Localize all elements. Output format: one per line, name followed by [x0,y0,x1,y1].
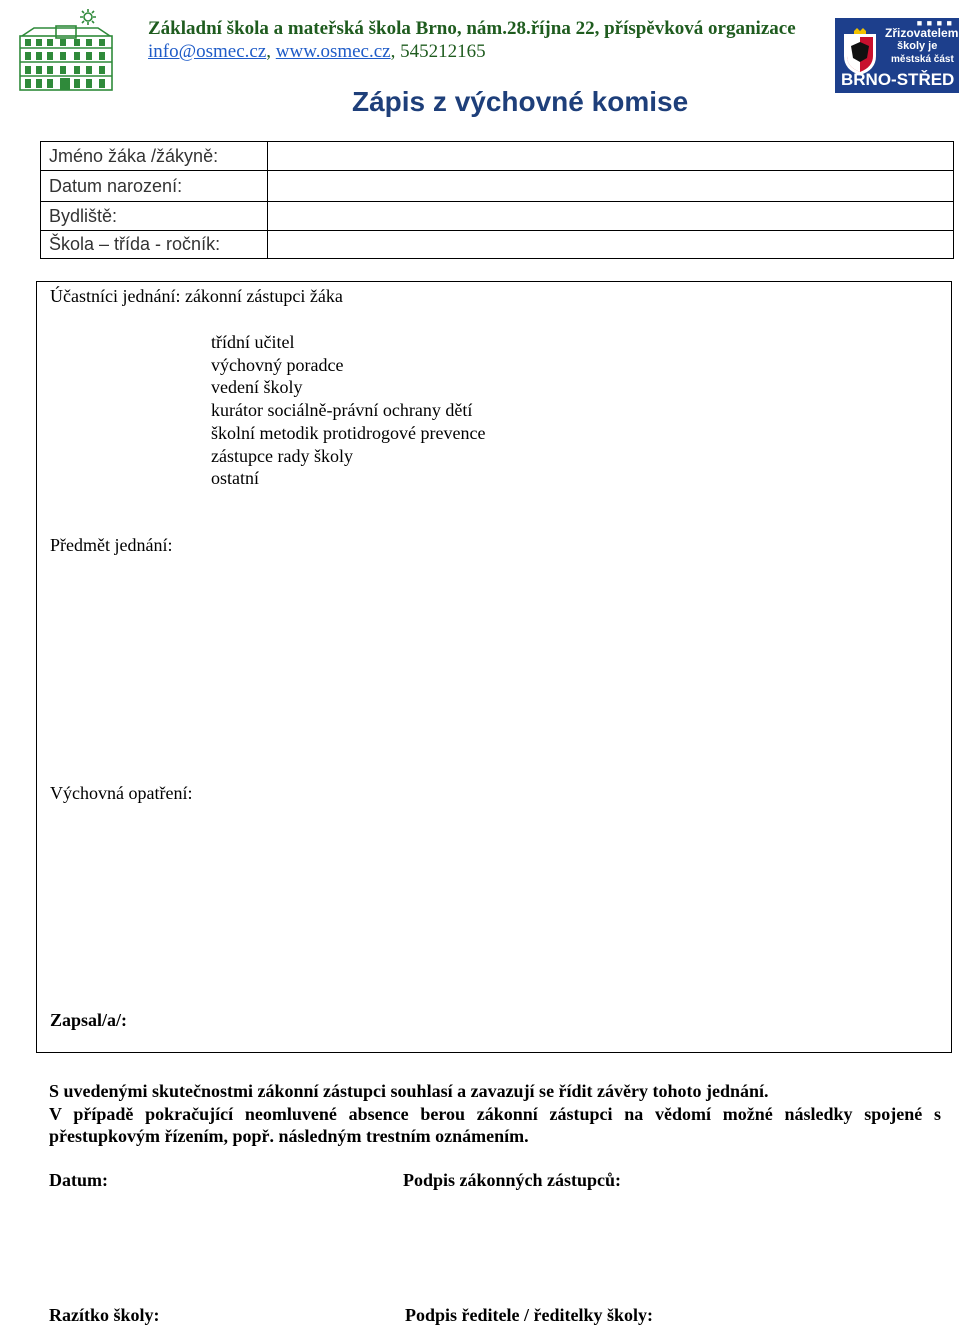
statement-paragraph [49,1080,941,1148]
statement-line-1: S uvedenými skutečnostmi zákonní zástupci souhlasí a zavazují se řídit závěry tohoto jednání. [49,1081,769,1101]
list-item: ostatní [211,468,259,489]
participants-heading: Účastníci jednání: zákonní zástupci žáka [50,286,343,306]
address-field[interactable] [268,202,954,231]
badge-line-3: městská část [891,54,954,65]
contact-separator: , [266,41,276,62]
contact-separator: , [390,41,401,62]
badge-dots-icon: ■ ■ ■ ■ [916,18,953,28]
school-class-field[interactable] [268,231,954,259]
list-item: školní metodik protidrogové prevence [211,422,486,443]
principal-signature-label: Podpis ředitele / ředitelky školy: [405,1305,653,1325]
email-link[interactable]: info@osmec.cz [148,41,267,62]
date-label: Datum: [49,1170,108,1190]
meeting-record-box [36,281,952,1053]
student-info-table [40,141,954,259]
student-name-label: Jméno žáka /žákyně: [41,142,268,171]
guardians-signature-label: Podpis zákonných zástupců: [403,1170,622,1190]
document-title: Zápis z výchovné komise [352,86,689,117]
badge-line-1: Zřizovatelem [885,26,959,40]
recorded-by-label: Zapsal/a/: [50,1010,128,1030]
student-name-field[interactable] [268,142,954,171]
birth-date-field[interactable] [268,171,954,202]
badge-line-4: BRNO-STŘED [841,70,955,89]
birth-date-label: Datum narození: [41,171,268,202]
school-building-logo [14,8,118,92]
statement-line-2: V případě pokračující neomluvené absence berou zákonní zástupci na vědomí možné následky spojené s přestupkovým řízením, popř. následným trestním oznámením. [49,1103,941,1147]
founder-badge [835,18,959,93]
school-name: Základní škola a mateřská škola Brno, nám.28.října 22, příspěvková organizace [148,18,796,39]
list-item: vedení školy [211,377,303,398]
school-class-label: Škola – třída - ročník: [41,231,268,259]
brno-coat-of-arms-icon [841,28,879,76]
table-row [41,202,954,231]
table-row [41,231,954,259]
address-label: Bydliště: [41,202,268,231]
list-item: výchovný poradce [211,354,344,375]
participants-list [211,331,485,490]
list-item: kurátor sociálně-právní ochrany dětí [211,400,473,421]
list-item: zástupce rady školy [211,445,353,466]
website-link[interactable]: www.osmec.cz [275,41,391,62]
measures-label: Výchovná opatření: [50,783,193,803]
phone-number: 545212165 [400,41,486,62]
table-row [41,142,954,171]
subject-label: Předmět jednání: [50,535,173,555]
school-stamp-label: Razítko školy: [49,1305,160,1325]
table-row [41,171,954,202]
list-item: třídní učitel [211,332,295,352]
badge-line-2: školy je [897,40,938,52]
contact-line [148,41,486,63]
